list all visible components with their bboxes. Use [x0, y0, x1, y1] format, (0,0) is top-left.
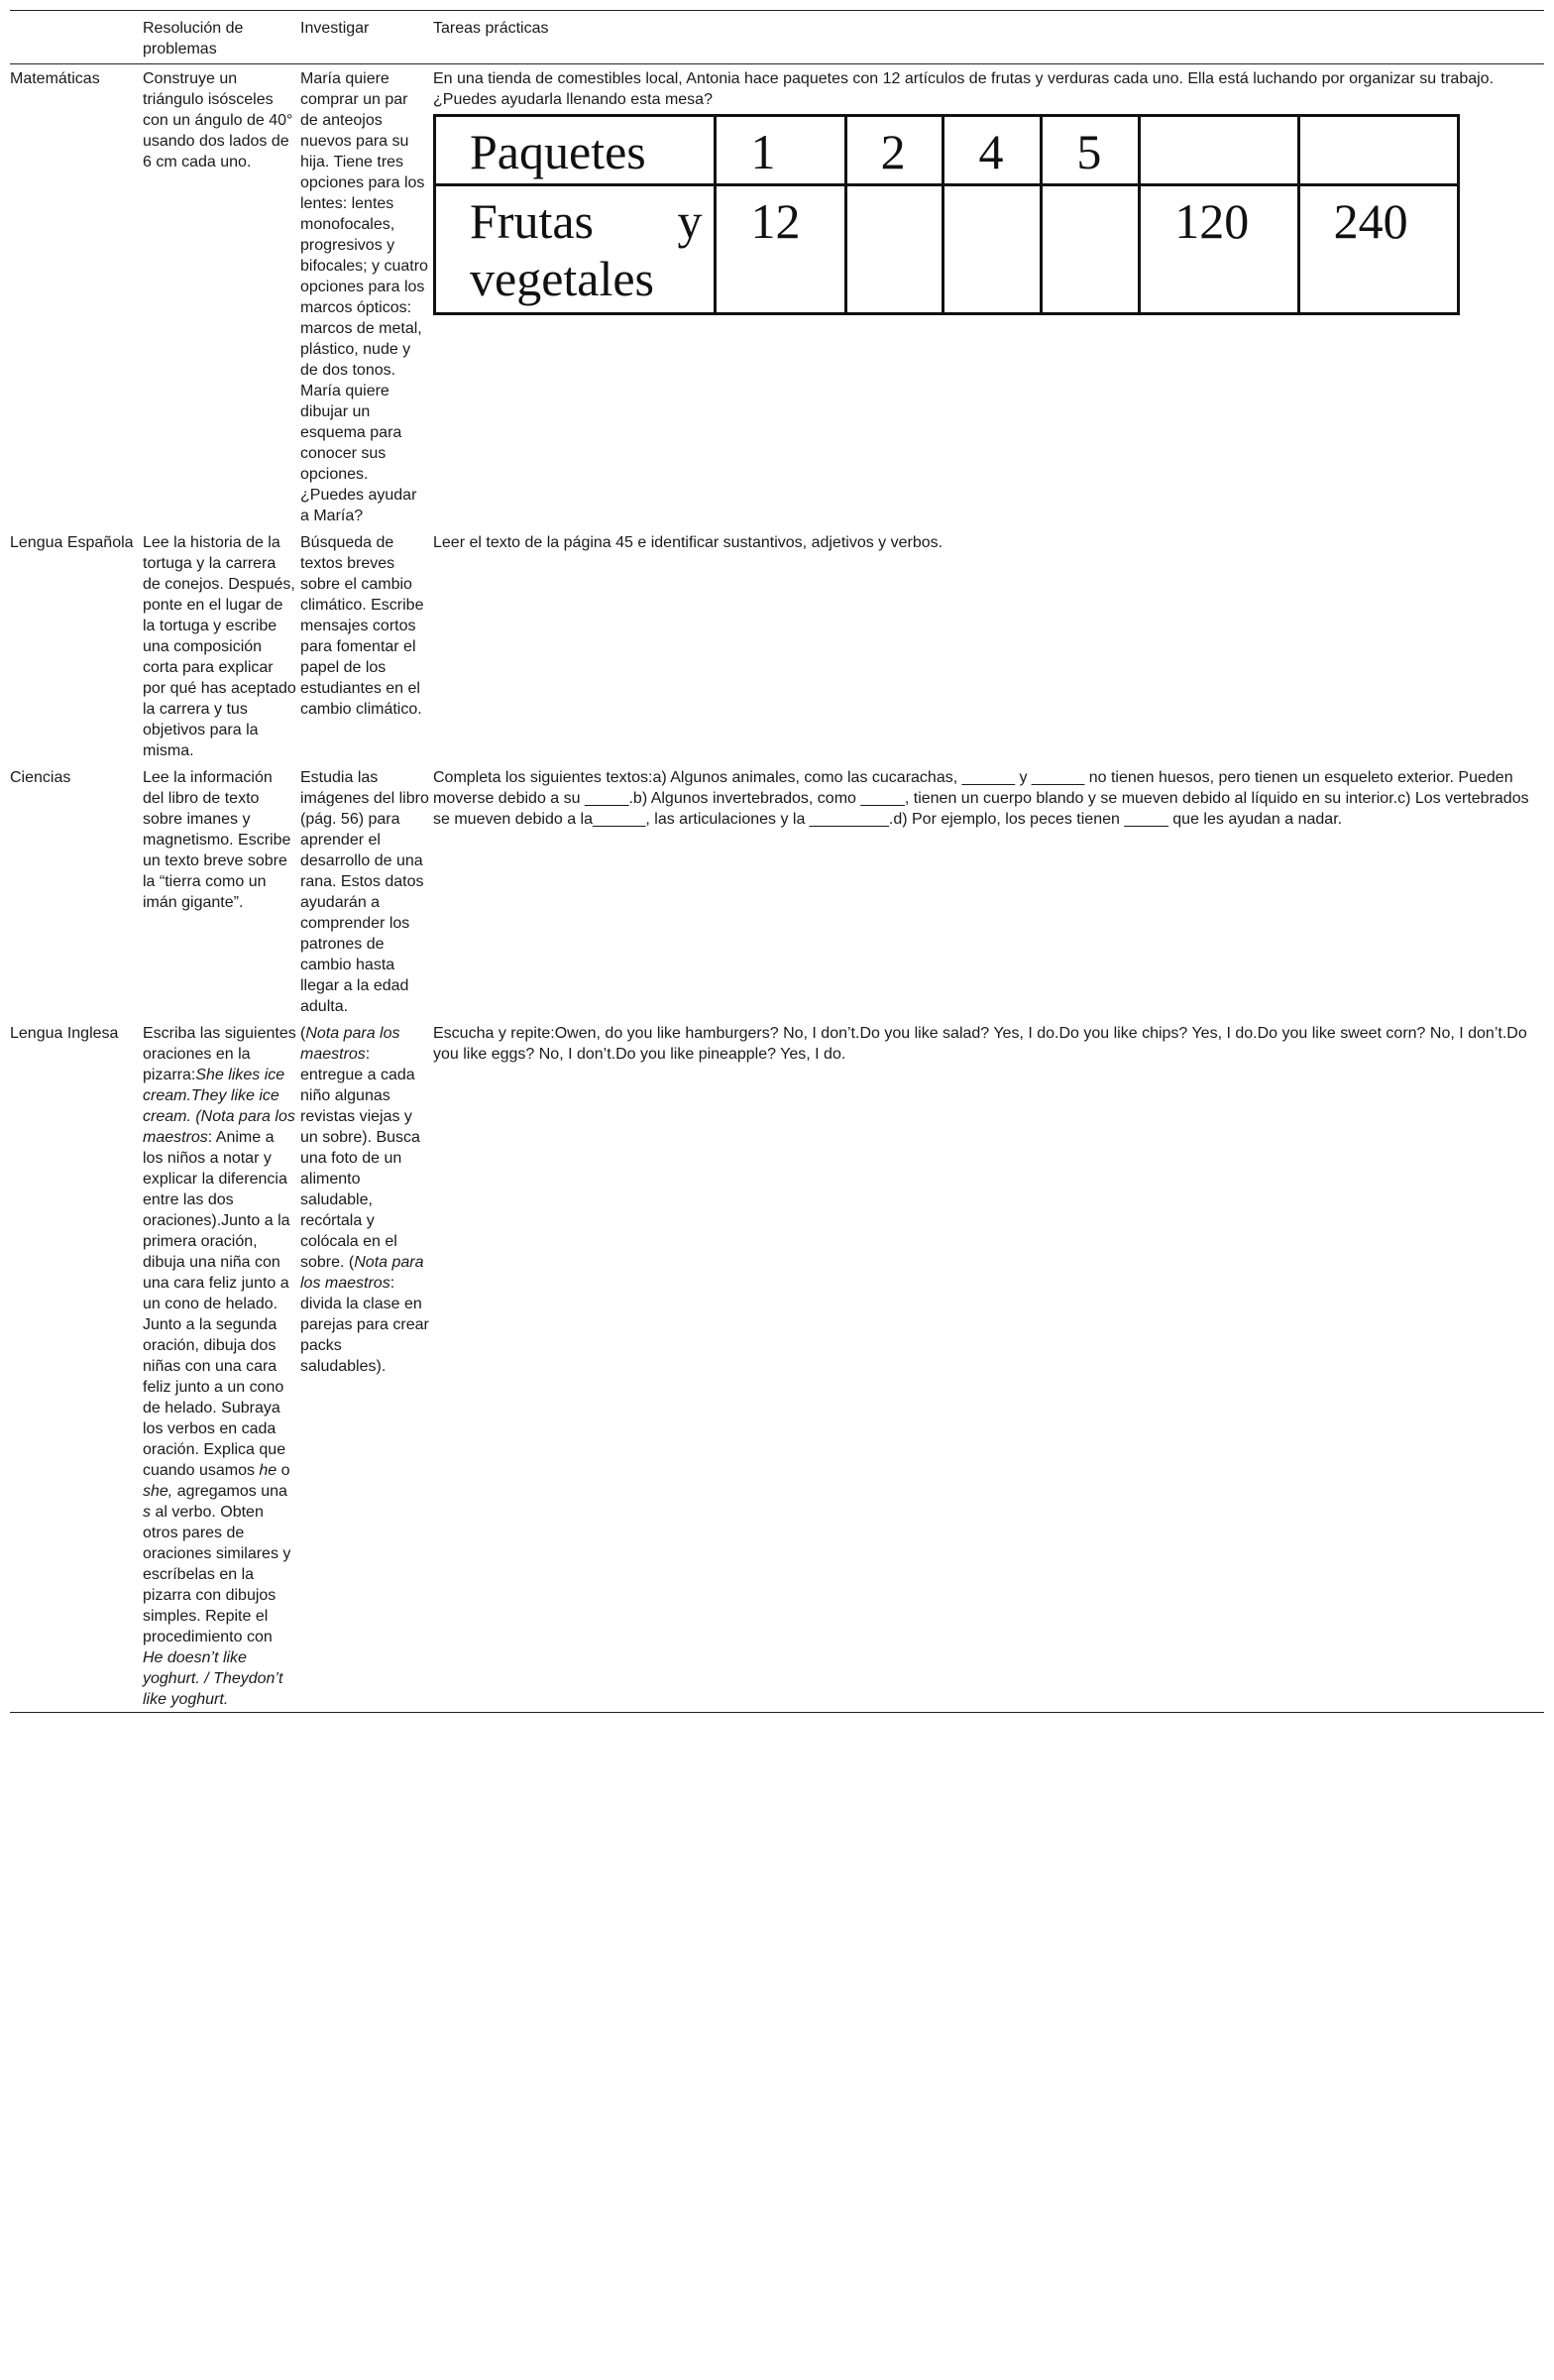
- fruits-cell: 120: [1140, 185, 1298, 314]
- text-run-italic: He doesn’t like yoghurt. / Theydon’t like yoghurt.: [143, 1649, 283, 1708]
- text-run-italic: she,: [143, 1483, 173, 1500]
- fruits-cell: [1042, 185, 1140, 314]
- resolucion-cell: [143, 1019, 300, 1713]
- table-row-matematicas: [10, 64, 1544, 529]
- resolucion-cell: Lee la información del libro de texto sobre imanes y magnetismo. Escribe un texto breve sobre la “tierra como un imán gigante”.: [143, 769, 291, 911]
- text-run: : entregue a cada niño algunas revistas viejas y un sobre). Busca una foto de un alimento saludable, recórtala y colócala en el sobre. (: [300, 1046, 420, 1271]
- header-resolucion: Resolución de problemas: [143, 20, 244, 57]
- packages-cell: 4: [944, 116, 1042, 185]
- resolucion-cell: Lee la historia de la tortuga y la carrera de conejos. Después, ponte en el lugar de la tortuga y escribe una composición corta para explicar por qué has aceptado la carrera y tus objetivos para la misma.: [143, 534, 296, 759]
- table-row-lengua-espanola: [10, 528, 1544, 763]
- text-run-italic: She likes ice cream.They like ice cream. (Nota para los maestros: [143, 1067, 295, 1146]
- tareas-cell: Leer el texto de la página 45 e identificar sustantivos, adjetivos y verbos.: [433, 534, 944, 551]
- fruits-label-word: y: [677, 193, 703, 249]
- header-tareas: Tareas prácticas: [433, 20, 549, 37]
- packages-cell: 1: [716, 116, 845, 185]
- subject-cell: Matemáticas: [10, 70, 100, 87]
- investigar-cell: Búsqueda de textos breves sobre el cambio climático. Escribe mensajes cortos para fomentar el papel de los estudiantes en el cambio climático.: [300, 534, 424, 718]
- fruits-cell: 240: [1298, 185, 1458, 314]
- activities-table: [10, 10, 1544, 1713]
- packages-cell: [1298, 116, 1458, 185]
- subject-cell: Lengua Española: [10, 534, 134, 551]
- text-run-italic: s: [143, 1504, 151, 1521]
- tareas-cell: Completa los siguientes textos:a) Algunos animales, como las cucarachas, ______ y ______ no tienen huesos, pero tienen un esqueleto exterior. Pueden moverse debido a su _____.b) Algunos invertebrados, como _____, tienen un cuerpo blando y se mueven debido al líquido en su interior.c) Los vertebrados se mueven debido a la______, las articulaciones y la _________.d) Por ejemplo, los peces tienen _____ que les ayudan a nadar.: [433, 769, 1529, 828]
- text-run-italic: he: [259, 1462, 278, 1479]
- fruits-row: [435, 185, 1459, 314]
- subject-cell: Lengua Inglesa: [10, 1025, 119, 1042]
- table-row-lengua-inglesa: [10, 1019, 1544, 1713]
- packages-row: [435, 116, 1459, 185]
- packages-cell: 2: [845, 116, 944, 185]
- packages-table: [433, 114, 1460, 315]
- text-run: (: [300, 1025, 306, 1042]
- fruits-label: [435, 185, 716, 314]
- document: [10, 10, 1544, 1713]
- packages-table-wrap: [433, 114, 1540, 315]
- packages-cell: [1140, 116, 1298, 185]
- text-run: Escriba las siguientes oraciones en la pizarra:: [143, 1025, 296, 1083]
- fruits-cell: [944, 185, 1042, 314]
- header-subject: [10, 11, 143, 64]
- investigar-cell: María quiere comprar un par de anteojos nuevos para su hija. Tiene tres opciones para los lentes: lentes monofocales, progresivos y bifocales; y cuatro opciones para los marcos ópticos: marcos de metal, plástico, nude y de dos tonos. María quiere dibujar un esquema para conocer sus opciones. ¿Puedes ayudar a María?: [300, 70, 428, 524]
- fruits-cell: [845, 185, 944, 314]
- text-run: al verbo. Obten otros pares de oraciones similares y escríbelas en la pizarra con dibujos simples. Repite el procedimiento con: [143, 1504, 291, 1645]
- text-run: o: [277, 1462, 290, 1479]
- resolucion-cell: Construye un triángulo isósceles con un ángulo de 40° usando dos lados de 6 cm cada uno.: [143, 70, 293, 170]
- table-row-ciencias: [10, 763, 1544, 1019]
- header-investigar: Investigar: [300, 20, 370, 37]
- packages-label: Paquetes: [435, 116, 716, 185]
- text-run: : divida la clase en parejas para crear packs saludables).: [300, 1275, 429, 1375]
- tareas-cell: Escucha y repite:Owen, do you like hamburgers? No, I don’t.Do you like salad? Yes, I do.Do you like chips? Yes, I do.Do you like sweet corn? No, I don’t.Do you like eggs? No, I don’t.Do you like pineapple? Yes, I do.: [433, 1025, 1527, 1063]
- fruits-cell: 12: [716, 185, 845, 314]
- investigar-cell: Estudia las imágenes del libro (pág. 56) para aprender el desarrollo de una rana. Estos datos ayudarán a comprender los patrones de cambio hasta llegar a la edad adulta.: [300, 769, 429, 1015]
- tareas-text: En una tienda de comestibles local, Antonia hace paquetes con 12 artículos de frutas y verduras cada uno. Ella está luchando por organizar su trabajo. ¿Puedes ayudarla llenando esta mesa?: [433, 70, 1495, 108]
- investigar-cell: [300, 1019, 433, 1713]
- packages-cell: 5: [1042, 116, 1140, 185]
- fruits-label-word: vegetales: [470, 251, 655, 306]
- fruits-label-word: Frutas: [470, 193, 594, 249]
- header-row: [10, 11, 1544, 64]
- text-run: : Anime a los niños a notar y explicar la diferencia entre las dos oraciones).Junto a la primera oración, dibuja una niña con una cara feliz junto a un cono de helado. Junto a la segunda oración, dibuja dos niñas con una cara feliz junto a un cono de helado. Subraya los verbos en cada oración. Explica que cuando usamos: [143, 1129, 290, 1479]
- text-run-italic: Nota para los maestros: [300, 1254, 424, 1292]
- text-run: agregamos una: [172, 1483, 287, 1500]
- subject-cell: Ciencias: [10, 769, 71, 786]
- tareas-cell: [433, 64, 1544, 529]
- text-run-italic: Nota para los maestros: [300, 1025, 400, 1063]
